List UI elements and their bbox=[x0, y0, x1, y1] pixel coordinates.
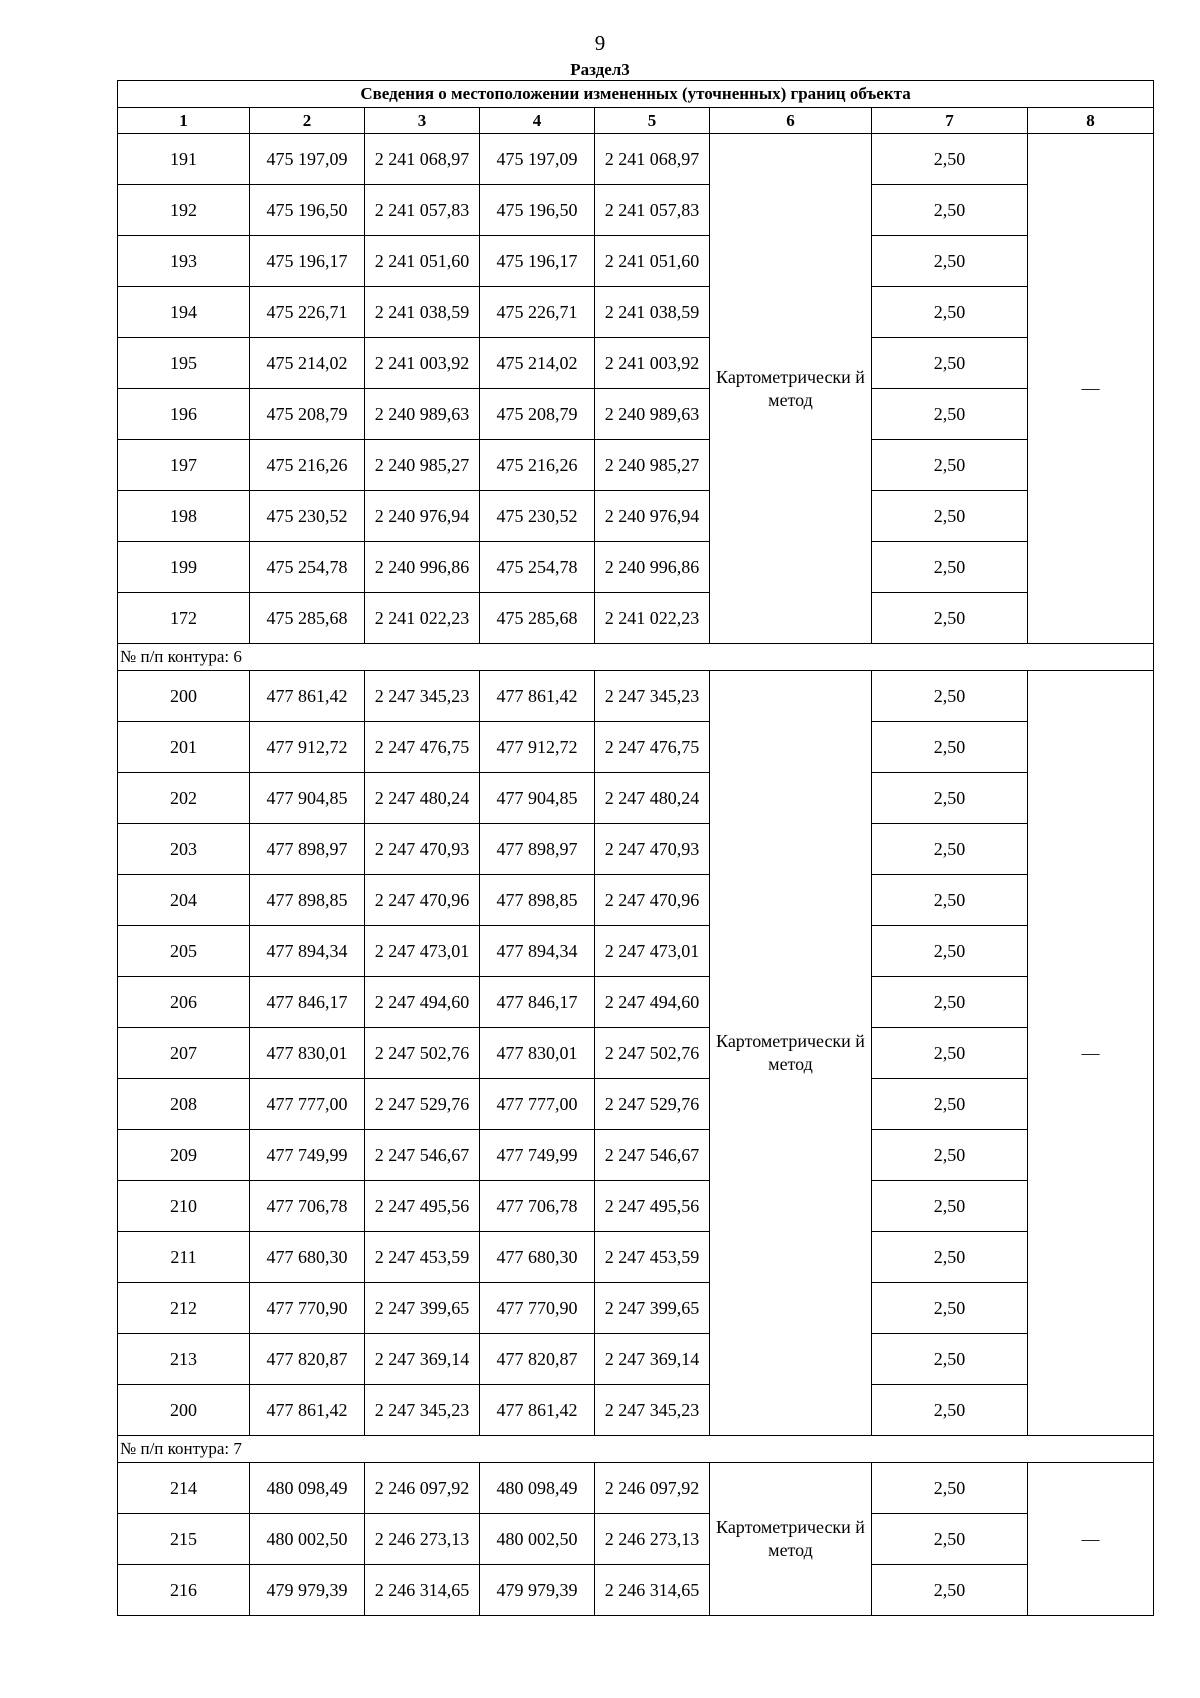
x-new-cell: 475 254,78 bbox=[480, 542, 595, 593]
point-number-cell: 207 bbox=[118, 1028, 250, 1079]
y-existing-cell: 2 241 068,97 bbox=[365, 134, 480, 185]
x-new-cell: 475 214,02 bbox=[480, 338, 595, 389]
table-row bbox=[118, 977, 1154, 1028]
boundary-table-wrapper bbox=[117, 80, 1154, 1616]
x-existing-cell: 475 196,50 bbox=[250, 185, 365, 236]
x-new-cell: 477 830,01 bbox=[480, 1028, 595, 1079]
accuracy-cell: 2,50 bbox=[872, 338, 1028, 389]
contour-label: № п/п контура: 7 bbox=[118, 1436, 1154, 1463]
accuracy-cell: 2,50 bbox=[872, 1514, 1028, 1565]
column-number: 3 bbox=[365, 108, 480, 134]
x-new-cell: 477 770,90 bbox=[480, 1283, 595, 1334]
column-number: 2 bbox=[250, 108, 365, 134]
y-new-cell: 2 247 453,59 bbox=[595, 1232, 710, 1283]
point-number-cell: 201 bbox=[118, 722, 250, 773]
point-number-cell: 209 bbox=[118, 1130, 250, 1181]
table-row bbox=[118, 722, 1154, 773]
y-existing-cell: 2 247 399,65 bbox=[365, 1283, 480, 1334]
y-new-cell: 2 246 097,92 bbox=[595, 1463, 710, 1514]
y-new-cell: 2 247 476,75 bbox=[595, 722, 710, 773]
x-existing-cell: 477 820,87 bbox=[250, 1334, 365, 1385]
y-new-cell: 2 247 529,76 bbox=[595, 1079, 710, 1130]
x-new-cell: 477 777,00 bbox=[480, 1079, 595, 1130]
accuracy-cell: 2,50 bbox=[872, 185, 1028, 236]
column-number: 1 bbox=[118, 108, 250, 134]
point-number-cell: 205 bbox=[118, 926, 250, 977]
table-row bbox=[118, 1514, 1154, 1565]
point-number-cell: 200 bbox=[118, 1385, 250, 1436]
x-new-cell: 477 680,30 bbox=[480, 1232, 595, 1283]
table-row bbox=[118, 824, 1154, 875]
x-new-cell: 475 197,09 bbox=[480, 134, 595, 185]
x-existing-cell: 480 002,50 bbox=[250, 1514, 365, 1565]
x-existing-cell: 479 979,39 bbox=[250, 1565, 365, 1616]
x-existing-cell: 475 208,79 bbox=[250, 389, 365, 440]
accuracy-cell: 2,50 bbox=[872, 236, 1028, 287]
table-row bbox=[118, 134, 1154, 185]
table-row bbox=[118, 1385, 1154, 1436]
y-new-cell: 2 247 369,14 bbox=[595, 1334, 710, 1385]
x-new-cell: 477 898,97 bbox=[480, 824, 595, 875]
accuracy-cell: 2,50 bbox=[872, 593, 1028, 644]
x-new-cell: 477 861,42 bbox=[480, 1385, 595, 1436]
y-new-cell: 2 241 003,92 bbox=[595, 338, 710, 389]
point-number-cell: 197 bbox=[118, 440, 250, 491]
x-new-cell: 480 098,49 bbox=[480, 1463, 595, 1514]
x-new-cell: 477 912,72 bbox=[480, 722, 595, 773]
method-cell: Картометрически й метод bbox=[710, 671, 872, 1436]
accuracy-cell: 2,50 bbox=[872, 1079, 1028, 1130]
accuracy-cell: 2,50 bbox=[872, 824, 1028, 875]
x-existing-cell: 475 226,71 bbox=[250, 287, 365, 338]
table-row bbox=[118, 773, 1154, 824]
point-number-cell: 203 bbox=[118, 824, 250, 875]
y-new-cell: 2 241 038,59 bbox=[595, 287, 710, 338]
x-existing-cell: 477 777,00 bbox=[250, 1079, 365, 1130]
y-existing-cell: 2 240 985,27 bbox=[365, 440, 480, 491]
table-row bbox=[118, 1181, 1154, 1232]
x-existing-cell: 477 904,85 bbox=[250, 773, 365, 824]
point-number-cell: 213 bbox=[118, 1334, 250, 1385]
x-existing-cell: 475 214,02 bbox=[250, 338, 365, 389]
y-existing-cell: 2 241 003,92 bbox=[365, 338, 480, 389]
x-existing-cell: 477 912,72 bbox=[250, 722, 365, 773]
y-new-cell: 2 247 345,23 bbox=[595, 1385, 710, 1436]
y-new-cell: 2 240 996,86 bbox=[595, 542, 710, 593]
y-new-cell: 2 247 473,01 bbox=[595, 926, 710, 977]
x-existing-cell: 477 861,42 bbox=[250, 1385, 365, 1436]
y-existing-cell: 2 247 529,76 bbox=[365, 1079, 480, 1130]
contour-header-row bbox=[118, 644, 1154, 671]
accuracy-cell: 2,50 bbox=[872, 722, 1028, 773]
table-row bbox=[118, 593, 1154, 644]
point-number-cell: 208 bbox=[118, 1079, 250, 1130]
point-number-cell: 216 bbox=[118, 1565, 250, 1616]
table-row bbox=[118, 491, 1154, 542]
boundary-coordinates-table bbox=[117, 80, 1154, 1616]
y-new-cell: 2 246 273,13 bbox=[595, 1514, 710, 1565]
x-new-cell: 475 196,50 bbox=[480, 185, 595, 236]
table-row bbox=[118, 1565, 1154, 1616]
point-number-cell: 206 bbox=[118, 977, 250, 1028]
accuracy-cell: 2,50 bbox=[872, 491, 1028, 542]
x-existing-cell: 477 680,30 bbox=[250, 1232, 365, 1283]
y-new-cell: 2 247 495,56 bbox=[595, 1181, 710, 1232]
section-title: Раздел3 bbox=[570, 60, 630, 79]
column-number: 6 bbox=[710, 108, 872, 134]
table-row bbox=[118, 440, 1154, 491]
accuracy-cell: 2,50 bbox=[872, 440, 1028, 491]
y-new-cell: 2 247 345,23 bbox=[595, 671, 710, 722]
x-new-cell: 475 208,79 bbox=[480, 389, 595, 440]
x-new-cell: 477 894,34 bbox=[480, 926, 595, 977]
y-existing-cell: 2 247 495,56 bbox=[365, 1181, 480, 1232]
x-existing-cell: 475 197,09 bbox=[250, 134, 365, 185]
x-existing-cell: 477 898,97 bbox=[250, 824, 365, 875]
accuracy-cell: 2,50 bbox=[872, 1232, 1028, 1283]
x-new-cell: 477 820,87 bbox=[480, 1334, 595, 1385]
y-existing-cell: 2 247 369,14 bbox=[365, 1334, 480, 1385]
accuracy-cell: 2,50 bbox=[872, 389, 1028, 440]
y-existing-cell: 2 241 057,83 bbox=[365, 185, 480, 236]
x-existing-cell: 475 216,26 bbox=[250, 440, 365, 491]
point-number-cell: 192 bbox=[118, 185, 250, 236]
x-new-cell: 480 002,50 bbox=[480, 1514, 595, 1565]
y-new-cell: 2 247 494,60 bbox=[595, 977, 710, 1028]
accuracy-cell: 2,50 bbox=[872, 1334, 1028, 1385]
y-existing-cell: 2 246 273,13 bbox=[365, 1514, 480, 1565]
table-row bbox=[118, 1232, 1154, 1283]
y-existing-cell: 2 247 453,59 bbox=[365, 1232, 480, 1283]
page-number: 9 bbox=[594, 31, 606, 55]
table-row bbox=[118, 1130, 1154, 1181]
table-row bbox=[118, 1283, 1154, 1334]
y-existing-cell: 2 247 546,67 bbox=[365, 1130, 480, 1181]
x-existing-cell: 477 830,01 bbox=[250, 1028, 365, 1079]
y-existing-cell: 2 241 051,60 bbox=[365, 236, 480, 287]
x-existing-cell: 480 098,49 bbox=[250, 1463, 365, 1514]
point-number-cell: 212 bbox=[118, 1283, 250, 1334]
x-existing-cell: 475 254,78 bbox=[250, 542, 365, 593]
y-existing-cell: 2 246 314,65 bbox=[365, 1565, 480, 1616]
y-new-cell: 2 240 985,27 bbox=[595, 440, 710, 491]
y-new-cell: 2 247 399,65 bbox=[595, 1283, 710, 1334]
point-number-cell: 202 bbox=[118, 773, 250, 824]
x-new-cell: 475 216,26 bbox=[480, 440, 595, 491]
y-new-cell: 2 246 314,65 bbox=[595, 1565, 710, 1616]
table-row bbox=[118, 338, 1154, 389]
method-cell: Картометрически й метод bbox=[710, 134, 872, 644]
x-new-cell: 477 861,42 bbox=[480, 671, 595, 722]
y-existing-cell: 2 241 038,59 bbox=[365, 287, 480, 338]
x-new-cell: 477 706,78 bbox=[480, 1181, 595, 1232]
x-existing-cell: 477 749,99 bbox=[250, 1130, 365, 1181]
point-number-cell: 215 bbox=[118, 1514, 250, 1565]
x-existing-cell: 477 846,17 bbox=[250, 977, 365, 1028]
x-new-cell: 479 979,39 bbox=[480, 1565, 595, 1616]
point-number-cell: 198 bbox=[118, 491, 250, 542]
x-existing-cell: 475 230,52 bbox=[250, 491, 365, 542]
accuracy-cell: 2,50 bbox=[872, 287, 1028, 338]
column-number: 5 bbox=[595, 108, 710, 134]
table-caption: Сведения о местоположении измененных (уточненных) границ объекта bbox=[118, 81, 1154, 108]
point-number-cell: 191 bbox=[118, 134, 250, 185]
x-existing-cell: 477 861,42 bbox=[250, 671, 365, 722]
accuracy-cell: 2,50 bbox=[872, 1463, 1028, 1514]
point-number-cell: 193 bbox=[118, 236, 250, 287]
contour-header-row bbox=[118, 1436, 1154, 1463]
note-cell: — bbox=[1028, 134, 1154, 644]
table-row bbox=[118, 875, 1154, 926]
point-number-cell: 214 bbox=[118, 1463, 250, 1514]
y-existing-cell: 2 240 996,86 bbox=[365, 542, 480, 593]
accuracy-cell: 2,50 bbox=[872, 1283, 1028, 1334]
x-new-cell: 477 898,85 bbox=[480, 875, 595, 926]
accuracy-cell: 2,50 bbox=[872, 1130, 1028, 1181]
accuracy-cell: 2,50 bbox=[872, 671, 1028, 722]
accuracy-cell: 2,50 bbox=[872, 1181, 1028, 1232]
table-row bbox=[118, 389, 1154, 440]
y-new-cell: 2 240 989,63 bbox=[595, 389, 710, 440]
x-new-cell: 477 904,85 bbox=[480, 773, 595, 824]
y-existing-cell: 2 247 473,01 bbox=[365, 926, 480, 977]
accuracy-cell: 2,50 bbox=[872, 134, 1028, 185]
y-existing-cell: 2 247 480,24 bbox=[365, 773, 480, 824]
method-cell: Картометрически й метод bbox=[710, 1463, 872, 1616]
note-cell: — bbox=[1028, 1463, 1154, 1616]
x-existing-cell: 475 285,68 bbox=[250, 593, 365, 644]
x-existing-cell: 477 706,78 bbox=[250, 1181, 365, 1232]
y-new-cell: 2 247 546,67 bbox=[595, 1130, 710, 1181]
table-row bbox=[118, 671, 1154, 722]
y-existing-cell: 2 247 345,23 bbox=[365, 671, 480, 722]
y-existing-cell: 2 246 097,92 bbox=[365, 1463, 480, 1514]
y-new-cell: 2 241 051,60 bbox=[595, 236, 710, 287]
table-row bbox=[118, 1463, 1154, 1514]
y-new-cell: 2 247 470,93 bbox=[595, 824, 710, 875]
x-new-cell: 477 749,99 bbox=[480, 1130, 595, 1181]
x-new-cell: 475 196,17 bbox=[480, 236, 595, 287]
column-number: 7 bbox=[872, 108, 1028, 134]
y-new-cell: 2 247 502,76 bbox=[595, 1028, 710, 1079]
accuracy-cell: 2,50 bbox=[872, 1028, 1028, 1079]
y-existing-cell: 2 240 976,94 bbox=[365, 491, 480, 542]
x-existing-cell: 477 898,85 bbox=[250, 875, 365, 926]
table-row bbox=[118, 1334, 1154, 1385]
table-row bbox=[118, 236, 1154, 287]
y-existing-cell: 2 240 989,63 bbox=[365, 389, 480, 440]
accuracy-cell: 2,50 bbox=[872, 875, 1028, 926]
accuracy-cell: 2,50 bbox=[872, 1565, 1028, 1616]
table-row bbox=[118, 287, 1154, 338]
y-new-cell: 2 240 976,94 bbox=[595, 491, 710, 542]
y-new-cell: 2 247 480,24 bbox=[595, 773, 710, 824]
point-number-cell: 199 bbox=[118, 542, 250, 593]
point-number-cell: 195 bbox=[118, 338, 250, 389]
table-body bbox=[118, 134, 1154, 1616]
y-existing-cell: 2 247 345,23 bbox=[365, 1385, 480, 1436]
accuracy-cell: 2,50 bbox=[872, 542, 1028, 593]
y-existing-cell: 2 247 476,75 bbox=[365, 722, 480, 773]
accuracy-cell: 2,50 bbox=[872, 977, 1028, 1028]
y-new-cell: 2 241 057,83 bbox=[595, 185, 710, 236]
point-number-cell: 210 bbox=[118, 1181, 250, 1232]
accuracy-cell: 2,50 bbox=[872, 1385, 1028, 1436]
y-new-cell: 2 241 068,97 bbox=[595, 134, 710, 185]
accuracy-cell: 2,50 bbox=[872, 773, 1028, 824]
accuracy-cell: 2,50 bbox=[872, 926, 1028, 977]
x-new-cell: 475 285,68 bbox=[480, 593, 595, 644]
column-number: 4 bbox=[480, 108, 595, 134]
x-existing-cell: 475 196,17 bbox=[250, 236, 365, 287]
y-existing-cell: 2 247 502,76 bbox=[365, 1028, 480, 1079]
point-number-cell: 211 bbox=[118, 1232, 250, 1283]
x-existing-cell: 477 770,90 bbox=[250, 1283, 365, 1334]
point-number-cell: 194 bbox=[118, 287, 250, 338]
point-number-cell: 196 bbox=[118, 389, 250, 440]
table-row bbox=[118, 542, 1154, 593]
y-existing-cell: 2 241 022,23 bbox=[365, 593, 480, 644]
note-cell: — bbox=[1028, 671, 1154, 1436]
point-number-cell: 200 bbox=[118, 671, 250, 722]
x-existing-cell: 477 894,34 bbox=[250, 926, 365, 977]
table-row bbox=[118, 1079, 1154, 1130]
y-existing-cell: 2 247 470,96 bbox=[365, 875, 480, 926]
table-row bbox=[118, 1028, 1154, 1079]
column-number: 8 bbox=[1028, 108, 1154, 134]
table-row bbox=[118, 185, 1154, 236]
y-new-cell: 2 247 470,96 bbox=[595, 875, 710, 926]
y-new-cell: 2 241 022,23 bbox=[595, 593, 710, 644]
x-new-cell: 475 230,52 bbox=[480, 491, 595, 542]
table-row bbox=[118, 926, 1154, 977]
x-new-cell: 477 846,17 bbox=[480, 977, 595, 1028]
contour-label: № п/п контура: 6 bbox=[118, 644, 1154, 671]
x-new-cell: 475 226,71 bbox=[480, 287, 595, 338]
point-number-cell: 172 bbox=[118, 593, 250, 644]
point-number-cell: 204 bbox=[118, 875, 250, 926]
y-existing-cell: 2 247 470,93 bbox=[365, 824, 480, 875]
y-existing-cell: 2 247 494,60 bbox=[365, 977, 480, 1028]
